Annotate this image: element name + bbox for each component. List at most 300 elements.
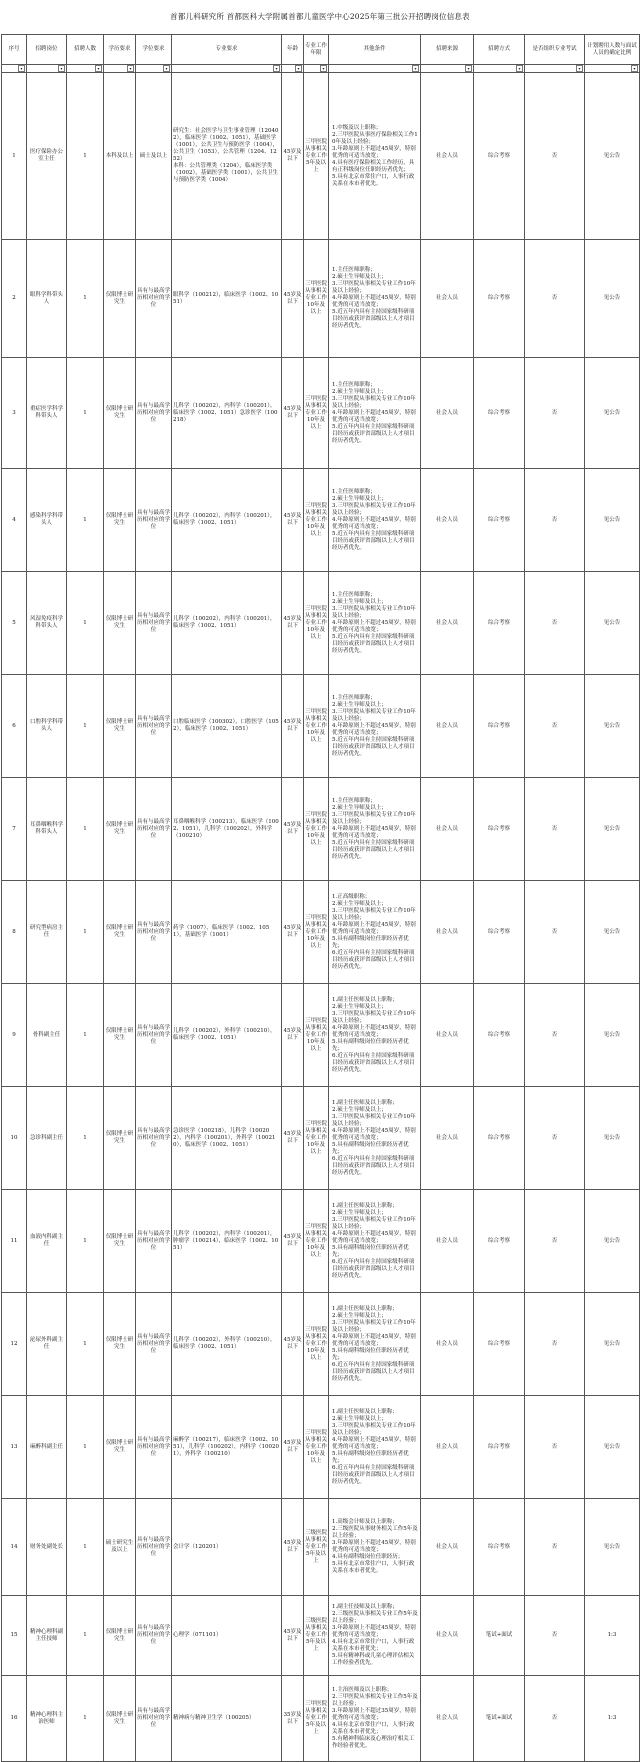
cell-post: 精神心理科主治医师 (27, 1676, 67, 1762)
cell-ratio: 见公告 (585, 469, 640, 572)
condition-item: 6.近五年内具有主持国家级科研项目经历或获评省部级以上人才项目经历者优先。 (332, 1464, 415, 1485)
cell-no: 7 (2, 778, 27, 881)
major-line: 儿科学（100202），外科学（100210），临床医学（1002、1051） (173, 1337, 276, 1350)
condition-item: 5.具有副科级岗位任职经历者优先； (332, 1244, 409, 1258)
cell-num: 1 (67, 675, 104, 778)
header-cell-num: 招聘人数 (67, 35, 104, 65)
cell-num: 1 (67, 778, 104, 881)
cell-years: 三甲医院从事相关专业工作10年及以上 (304, 984, 329, 1087)
cell-years: 三甲医院从事相关专业工作10年及以上 (304, 1396, 329, 1499)
cell-method: 笔试+面试 (474, 1596, 525, 1676)
filter-cell (525, 65, 585, 73)
cell-no: 14 (2, 1499, 27, 1596)
condition-item: 3.三甲医院从事相关专业工作10年及以上经验； (332, 502, 416, 516)
table-row (2, 778, 640, 881)
cell-post: 急诊科副主任 (27, 1087, 67, 1190)
cell-years: 三甲医院从事相关专业工作10年及以上 (304, 358, 329, 469)
cell-no: 3 (2, 358, 27, 469)
condition-item: 1.副主任医师及以上职称； (332, 1202, 398, 1209)
cell-source: 社会人员 (421, 240, 474, 358)
cell-num: 1 (67, 1676, 104, 1762)
filter-cell (27, 65, 67, 73)
cell-ratio: 1:3 (585, 1596, 640, 1676)
condition-item: 2.硕士生导师及以上； (332, 1209, 387, 1216)
cell-age: 45岁及以下 (282, 1293, 304, 1396)
header-cell-method: 招聘方式 (474, 35, 525, 65)
condition-item: 6.近五年内具有主持国家级科研项目经历或获评省部级以上人才项目经历者优先。 (332, 1258, 415, 1279)
condition-item: 3.三甲医院从事相关专业工作10年及以上经验； (332, 1319, 416, 1333)
cell-method: 综合考察 (474, 1190, 525, 1293)
cell-degree: 具有与最高学历相对应的学位 (136, 1087, 172, 1190)
cell-source: 社会人员 (421, 1087, 474, 1190)
cell-degree: 具有与最高学历相对应的学位 (136, 1293, 172, 1396)
document-title: 首都儿科研究所 首都医科大学附属首都儿童医学中心2025年第三批公开招聘岗位信息表 (170, 11, 470, 21)
condition-item: 5.具有副科级岗位任职经历者优先； (332, 935, 409, 949)
cell-age: 45岁及以下 (282, 881, 304, 984)
cell-conditions (329, 1087, 421, 1190)
cell-degree: 具有与最高学历相对应的学位 (136, 675, 172, 778)
filter-cell (421, 65, 474, 73)
cell-ratio: 见公告 (585, 1499, 640, 1596)
cell-degree: 具有与最高学历相对应的学位 (136, 1396, 172, 1499)
cell-exam: 否 (525, 1676, 585, 1762)
cell-years: 三甲医院从事相关专业工作5年及以上 (304, 1676, 329, 1762)
cell-exam: 否 (525, 358, 585, 469)
header-cell-major: 专业要求 (172, 35, 282, 65)
condition-item: 1.主任医师职称； (332, 267, 376, 273)
cell-post: 精神心理科副主任技师 (27, 1596, 67, 1676)
filter-dropdown-icon[interactable]: ▾ (273, 65, 280, 72)
cell-no: 4 (2, 469, 27, 572)
condition-item: 3.年龄原则上不超过45周岁，特别优秀的可适当放宽； (332, 1540, 416, 1553)
condition-item: 6.近五年内具有主持国家级科研项目经历或获评省部级以上人才项目经历者优先。 (332, 1052, 415, 1073)
condition-item: 3.三甲医院从事相关专业工作10年及以上经验； (332, 1010, 416, 1024)
cell-major (172, 240, 282, 358)
cell-conditions (329, 1396, 421, 1499)
cell-edu: 仅限博士研究生 (104, 675, 136, 778)
cell-exam: 否 (525, 240, 585, 358)
cell-source: 社会人员 (421, 1190, 474, 1293)
filter-dropdown-icon[interactable]: ▾ (58, 65, 65, 72)
cell-edu: 仅限博士研究生 (104, 358, 136, 469)
cell-years: 三甲医院从事相关专业工作10年及以上 (304, 1293, 329, 1396)
cell-ratio: 见公告 (585, 1396, 640, 1499)
condition-item: 2.三级医院从事财务相关工作5年及以上经验； (332, 1526, 418, 1539)
cell-post: 风湿免疫科学科带头人 (27, 572, 67, 675)
cell-age: 45岁及以下 (282, 469, 304, 572)
cell-num: 1 (67, 1499, 104, 1596)
condition-item: 1.副主任医师及以上职称； (332, 1099, 398, 1106)
cell-degree: 具有与最高学历相对应的学位 (136, 1499, 172, 1596)
cell-conditions (329, 1293, 421, 1396)
cell-ratio: 见公告 (585, 778, 640, 881)
condition-item: 5.具有精神科或儿童心理评估相关工作经验者优先。 (332, 1653, 415, 1666)
cell-edu: 硕士研究生及以上 (104, 1499, 136, 1596)
condition-item: 4.年龄原则上不超过45周岁，特别优秀的可适当放宽； (332, 295, 416, 308)
condition-item: 1.高级会计师及以上职称； (332, 1519, 398, 1525)
cell-age: 45岁及以下 (282, 1087, 304, 1190)
condition-item: 4.具有医疗保险相关工作经历，具有正科级岗位任职经历者优先； (332, 159, 415, 173)
cell-num: 1 (67, 1596, 104, 1676)
cell-degree: 硕士及以上 (136, 73, 172, 240)
cell-source: 社会人员 (421, 73, 474, 240)
cell-ratio: 见公告 (585, 73, 640, 240)
cell-num: 1 (67, 1293, 104, 1396)
condition-item: 4.年龄原则上不超过45周岁，特别优秀的可适当放宽； (332, 1127, 416, 1141)
condition-item: 2.硕士生导师及以上； (332, 495, 387, 502)
cell-exam: 否 (525, 469, 585, 572)
cell-ratio: 见公告 (585, 1293, 640, 1396)
header-cell-degree: 学位要求 (136, 35, 172, 65)
filter-row (2, 65, 640, 73)
cell-degree: 具有与最高学历相对应的学位 (136, 358, 172, 469)
condition-item: 2.硕士生导师及以上； (332, 274, 387, 280)
cell-num: 1 (67, 1087, 104, 1190)
condition-item: 1.副主任医师及以上职称； (332, 996, 398, 1003)
cell-num: 1 (67, 73, 104, 240)
table-row (2, 572, 640, 675)
cell-source: 社会人员 (421, 1596, 474, 1676)
cell-exam: 否 (525, 675, 585, 778)
cell-age: 45岁及以下 (282, 984, 304, 1087)
condition-item: 1.主治医师及以上职称； (332, 1687, 393, 1693)
cell-source: 社会人员 (421, 881, 474, 984)
filter-dropdown-icon[interactable]: ▾ (163, 65, 170, 72)
cell-major (172, 358, 282, 469)
header-cell-source: 招聘来源 (421, 35, 474, 65)
cell-edu: 本科及以上 (104, 73, 136, 240)
cell-degree: 具有与最高学历相对应的学位 (136, 469, 172, 572)
condition-item: 1.主任医师职称； (332, 591, 376, 598)
major-line: 儿科学（100202），外科学（100210），临床医学（1002、1051） (173, 1028, 276, 1041)
condition-item: 5.近五年内具有主持国家级科研项目经历或获评省部级以上人才项目经历者优先。 (332, 423, 415, 444)
cell-conditions (329, 984, 421, 1087)
table-row (2, 881, 640, 984)
cell-age: 45岁及以下 (282, 1396, 304, 1499)
cell-exam: 否 (525, 73, 585, 240)
filter-dropdown-icon[interactable]: ▾ (295, 65, 302, 72)
cell-method: 综合考察 (474, 984, 525, 1087)
cell-major (172, 1596, 282, 1676)
cell-post: 泌尿外科副主任 (27, 1293, 67, 1396)
cell-ratio: 见公告 (585, 358, 640, 469)
filter-cell (67, 65, 104, 73)
cell-major (172, 1087, 282, 1190)
cell-num: 1 (67, 358, 104, 469)
cell-age: 35岁及以下 (282, 1676, 304, 1762)
cell-age: 45岁及以下 (282, 1499, 304, 1596)
cell-post: 骨科副主任 (27, 984, 67, 1087)
major-line: 儿科学（100202），内科学（100201），临床医学（1002、1051）急诊医学（100218） (173, 402, 278, 423)
cell-age: 45岁及以下 (282, 73, 304, 240)
cell-age: 45岁及以下 (282, 778, 304, 881)
filter-cell (282, 65, 304, 73)
filter-cell (2, 65, 27, 73)
cell-method: 综合考察 (474, 675, 525, 778)
filter-dropdown-icon[interactable]: ▾ (320, 65, 327, 72)
filter-dropdown-icon[interactable]: ▾ (465, 65, 472, 72)
condition-item: 3.三甲医院从事相关专业工作10年及以上经验； (332, 605, 416, 619)
condition-item: 4.年龄原则上不超过45周岁，特别优秀的可适当放宽； (332, 921, 416, 935)
table-row (2, 675, 640, 778)
cell-exam: 否 (525, 881, 585, 984)
cell-years: 三甲医院从事相关专业工作10年及以上 (304, 572, 329, 675)
cell-conditions (329, 1676, 421, 1762)
cell-source: 社会人员 (421, 1499, 474, 1596)
condition-item: 5.具有副科级岗位任职经历者优先； (332, 1141, 409, 1155)
table-row (2, 1396, 640, 1499)
table-row (2, 469, 640, 572)
condition-item: 3.三甲医院从事相关专业工作10年及以上经验； (332, 1216, 416, 1230)
cell-age: 45岁及以下 (282, 1190, 304, 1293)
filter-cell (585, 65, 640, 73)
cell-major (172, 469, 282, 572)
filter-cell (329, 65, 421, 73)
cell-exam: 否 (525, 778, 585, 881)
condition-item: 2.硕士生导师及以上； (332, 1106, 387, 1113)
condition-item: 2.硕士生导师及以上； (332, 701, 387, 708)
condition-item: 5.具有北京市常住户口，人事行政关系在本市者优先。 (332, 173, 415, 187)
condition-item: 6.近五年内具有主持国家级科研项目经历或获评省部级以上人才项目经历者优先。 (332, 1361, 415, 1382)
condition-item: 5.具有副科级岗位任职经历者优先； (332, 1347, 409, 1361)
cell-degree: 具有与最高学历相对应的学位 (136, 240, 172, 358)
cell-edu: 仅限博士研究生 (104, 572, 136, 675)
condition-item: 3.三甲医院从事相关专业工作10年及以上经验； (332, 811, 416, 825)
condition-item: 3.年龄原则上不超过45周岁，特别优秀的可适当放宽； (332, 145, 416, 159)
cell-method: 综合考察 (474, 358, 525, 469)
condition-item: 2.硕士生导师及以上； (332, 1312, 387, 1319)
cell-exam: 否 (525, 572, 585, 675)
cell-conditions (329, 469, 421, 572)
cell-degree: 具有与最高学历相对应的学位 (136, 984, 172, 1087)
table-row (2, 1499, 640, 1596)
cell-degree: 具有与最高学历相对应的学位 (136, 1596, 172, 1676)
condition-item: 5.有精神科临床及心理治疗相关工作经验者优先。 (332, 1736, 415, 1749)
condition-item: 2.硕士生导师及以上； (332, 598, 387, 605)
cell-exam: 否 (525, 1293, 585, 1396)
cell-age: 45岁及以下 (282, 358, 304, 469)
major-line: 儿科学（100202），内科学（100201），临床医学（1002、1051） (173, 513, 276, 526)
cell-ratio: 见公告 (585, 240, 640, 358)
header-cell-exam: 是否组织专业考试 (525, 35, 585, 65)
condition-item: 2.硕士生导师及以上； (332, 804, 387, 811)
cell-no: 11 (2, 1190, 27, 1293)
cell-edu: 仅限博士研究生 (104, 1396, 136, 1499)
cell-age: 45岁及以下 (282, 675, 304, 778)
cell-major (172, 1396, 282, 1499)
cell-edu: 仅限博士研究生 (104, 1293, 136, 1396)
cell-ratio: 见公告 (585, 984, 640, 1087)
cell-method: 综合考察 (474, 1499, 525, 1596)
condition-item: 1.正高级职称； (332, 893, 371, 900)
cell-no: 2 (2, 240, 27, 358)
major-line: 急诊医学（100218），儿科学（100202），内科学（100201），外科学（100210），临床医学（1002、1051） (173, 1127, 276, 1148)
cell-source: 社会人员 (421, 469, 474, 572)
condition-item: 4.具有北京市常住户口，人事行政关系在本市者优先； (332, 1639, 415, 1652)
condition-item: 5.近五年内具有主持国家级科研项目经历或获评省部级以上人才项目经历者优先。 (332, 309, 415, 329)
condition-item: 6.近五年内具有主持国家级科研项目经历或获评省部级以上人才项目经历者优先。 (332, 1155, 415, 1176)
cell-no: 5 (2, 572, 27, 675)
cell-degree: 具有与最高学历相对应的学位 (136, 1676, 172, 1762)
cell-edu: 仅限博士研究生 (104, 881, 136, 984)
cell-degree: 具有与最高学历相对应的学位 (136, 1190, 172, 1293)
condition-item: 1.主任医师职称； (332, 488, 376, 495)
cell-years: 三甲医院从事相关专业工作10年及以上 (304, 1190, 329, 1293)
condition-item: 3.三甲医院从事相关专业工作10年及以上经验； (332, 395, 416, 409)
cell-years: 三级医院从事相关专业工作5年及以上 (304, 1499, 329, 1596)
cell-conditions (329, 1190, 421, 1293)
condition-item: 5.具有北京市常住户口，人事行政关系在本市者优先。 (332, 1561, 415, 1574)
condition-item: 1.副主任医师及以上职称； (332, 1305, 398, 1312)
filter-cell (172, 65, 282, 73)
header-cell-no: 序号 (2, 35, 27, 65)
condition-item: 4.具有北京市常住户口，人事行政关系在本市者优先； (332, 1722, 415, 1735)
cell-num: 1 (67, 572, 104, 675)
header-cell-edu: 学历要求 (104, 35, 136, 65)
filter-cell (474, 65, 525, 73)
major-line: 本科：公共管理类（1204），临床医学类（1002），基础医学类（1001），公共卫生与预防医学类（1004） (173, 163, 278, 183)
cell-num: 1 (67, 1190, 104, 1293)
cell-years: 三甲医院从事相关专业工作5年及以上 (304, 73, 329, 240)
cell-conditions (329, 881, 421, 984)
cell-conditions (329, 675, 421, 778)
cell-num: 1 (67, 240, 104, 358)
condition-item: 2.硕士生导师及以上； (332, 900, 387, 907)
cell-method: 综合考察 (474, 778, 525, 881)
filter-dropdown-icon[interactable]: ▾ (631, 65, 638, 72)
cell-post: 耳鼻咽喉科学科带头人 (27, 778, 67, 881)
condition-item: 5.近五年内具有主持国家级科研项目经历或获评省部级以上人才项目经历者优先。 (332, 530, 415, 551)
condition-item: 4.年龄原则上不超过45周岁，特别优秀的可适当放宽； (332, 619, 416, 633)
major-line: 药学（1007），临床医学（1002、1051），基础医学（1001） (173, 925, 270, 938)
cell-exam: 否 (525, 1499, 585, 1596)
condition-item: 4.年龄原则上不超过45周岁，特别优秀的可适当放宽； (332, 409, 416, 423)
condition-item: 4.年龄原则上不超过45周岁，特别优秀的可适当放宽； (332, 1230, 416, 1244)
condition-item: 3.年龄原则上不超过45周岁，特别优秀的可适当放宽； (332, 1625, 416, 1638)
cell-post: 研究型病房主任 (27, 881, 67, 984)
cell-conditions (329, 572, 421, 675)
cell-post: 口腔科学科带头人 (27, 675, 67, 778)
condition-item: 4.年龄原则上不超过45周岁，特别优秀的可适当放宽； (332, 722, 416, 736)
table-row (2, 358, 640, 469)
cell-edu: 仅限博士研究生 (104, 1190, 136, 1293)
condition-item: 1.主任医师职称； (332, 694, 376, 701)
cell-edu: 仅限博士研究生 (104, 778, 136, 881)
cell-major (172, 1293, 282, 1396)
cell-method: 综合考察 (474, 1087, 525, 1190)
cell-no: 8 (2, 881, 27, 984)
cell-method: 综合考察 (474, 1293, 525, 1396)
cell-ratio: 见公告 (585, 675, 640, 778)
filter-dropdown-icon[interactable]: ▾ (576, 65, 583, 72)
major-line: 精神病与精神卫生学（100205） (173, 1715, 255, 1721)
condition-item: 5.近五年内具有主持国家级科研项目经历或获评省部级以上人才项目经历者优先。 (332, 839, 415, 860)
header-cell-post: 招聘岗位 (27, 35, 67, 65)
condition-item: 4.具有副科级岗位任职经历； (332, 1554, 404, 1560)
table-row (2, 1293, 640, 1396)
condition-item: 4.年龄原则上不超过45周岁，特别优秀的可适当放宽； (332, 516, 416, 530)
condition-item: 5.具有副科级岗位任职经历者优先； (332, 1038, 409, 1052)
cell-conditions (329, 1596, 421, 1676)
cell-no: 13 (2, 1396, 27, 1499)
condition-item: 1.主任医师职称； (332, 381, 376, 388)
cell-method: 综合考察 (474, 469, 525, 572)
cell-no: 1 (2, 73, 27, 240)
header-cell-age: 年龄 (282, 35, 304, 65)
header-cell-conditions: 其他条件 (329, 35, 421, 65)
filter-cell (304, 65, 329, 73)
cell-major (172, 572, 282, 675)
cell-no: 16 (2, 1676, 27, 1762)
cell-post: 财务处副处长 (27, 1499, 67, 1596)
condition-item: 3.三甲医院从事相关专业工作10年及以上经验； (332, 907, 416, 921)
cell-source: 社会人员 (421, 675, 474, 778)
cell-major (172, 984, 282, 1087)
cell-conditions (329, 73, 421, 240)
condition-item: 5.具有副科级岗位任职经历者优先； (332, 1450, 409, 1464)
condition-item: 1.副主任医师及以上职称； (332, 1408, 398, 1415)
cell-no: 6 (2, 675, 27, 778)
condition-item: 3.三甲医院从事相关专业工作10年及以上经验； (332, 708, 416, 722)
filter-dropdown-icon[interactable]: ▾ (516, 65, 523, 72)
filter-dropdown-icon[interactable]: ▾ (95, 65, 102, 72)
cell-major (172, 881, 282, 984)
cell-conditions (329, 358, 421, 469)
header-row (2, 35, 640, 65)
cell-ratio: 1:3 (585, 1676, 640, 1762)
cell-source: 社会人员 (421, 1293, 474, 1396)
condition-item: 2.三级医院从事相关专业工作5年及以上经验； (332, 1611, 418, 1624)
major-line: 麻醉学（100217），临床医学（1002、1051），儿科学（100202），内科学（100201），外科学（100210） (173, 1436, 279, 1457)
header-cell-years: 专业工作年限 (304, 35, 329, 65)
cell-post: 医疗保险办公室主任 (27, 73, 67, 240)
table-row (2, 240, 640, 358)
cell-major (172, 778, 282, 881)
cell-ratio: 见公告 (585, 1087, 640, 1190)
filter-dropdown-icon[interactable]: ▾ (127, 65, 134, 72)
filter-dropdown-icon[interactable]: ▾ (412, 65, 419, 72)
cell-major (172, 1190, 282, 1293)
table-body (2, 73, 640, 1762)
cell-degree: 具有与最高学历相对应的学位 (136, 881, 172, 984)
condition-item: 1.副主任技师及以上职称； (332, 1604, 398, 1610)
table-row (2, 1676, 640, 1762)
cell-source: 社会人员 (421, 572, 474, 675)
cell-no: 12 (2, 1293, 27, 1396)
major-line: 儿科学（100202），内科学（100201），肿瘤学（100214），临床医学（1002、1051） (173, 1230, 279, 1251)
cell-edu: 仅限博士研究生 (104, 240, 136, 358)
cell-age: 45岁及以下 (282, 1596, 304, 1676)
condition-item: 2.硕士生导师及以上； (332, 1415, 387, 1422)
condition-item: 1.中级及以上职称； (332, 124, 382, 131)
filter-dropdown-icon[interactable]: ▾ (18, 65, 25, 72)
cell-no: 9 (2, 984, 27, 1087)
cell-num: 1 (67, 984, 104, 1087)
cell-source: 社会人员 (421, 1396, 474, 1499)
cell-num: 1 (67, 1396, 104, 1499)
condition-item: 2.硕士生导师及以上； (332, 388, 387, 395)
table-row (2, 1087, 640, 1190)
cell-post: 感染科学科带头人 (27, 469, 67, 572)
table-row (2, 984, 640, 1087)
condition-item: 3.三甲医院从事相关专业工作10年及以上经验； (332, 1113, 416, 1127)
cell-conditions (329, 778, 421, 881)
cell-no: 15 (2, 1596, 27, 1676)
cell-ratio: 见公告 (585, 1190, 640, 1293)
cell-method: 综合考察 (474, 572, 525, 675)
cell-years: 三甲医院从事相关专业工作10年及以上 (304, 469, 329, 572)
cell-years: 三甲医院从事相关专业工作10年及以上 (304, 881, 329, 984)
